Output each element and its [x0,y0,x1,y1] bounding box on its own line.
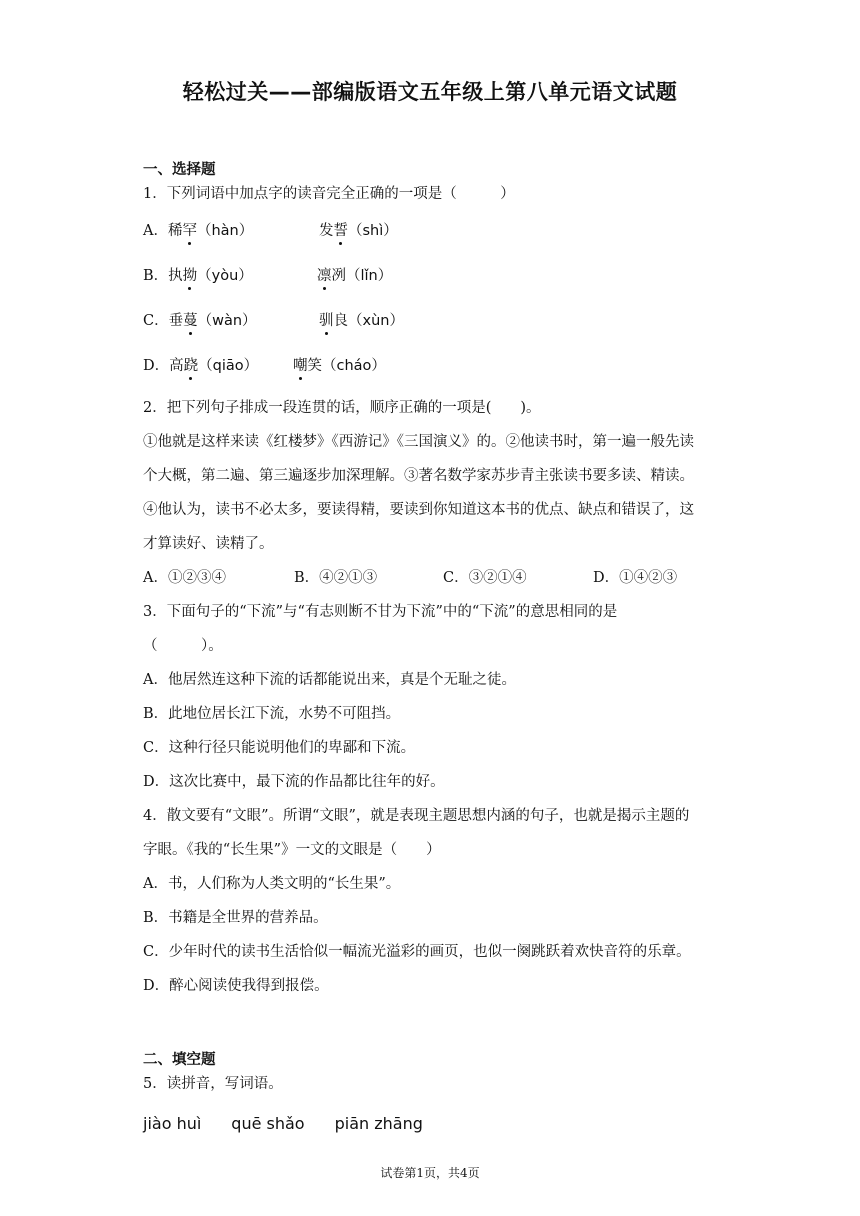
question-2-passage-line: 个大概，第二遍、第三遍逐步加深理解。③著名数学家苏步青主张读书要多读、精读。 [143,468,694,484]
q2-option-d: D．①④②③ [593,570,678,586]
page-title: 轻松过关——部编版语文五年级上第八单元语文试题 [182,80,678,104]
q4-option-d: D．醉心阅读使我得到报偿。 [143,978,329,994]
question-4-stem-cont: 字眼。《我的“长生果”》一文的文眼是（ ） [143,842,441,858]
q3-option-b: B．此地位居长江下流，水势不可阻挡。 [143,706,401,722]
q3-option-a: A．他居然连这种下流的话都能说出来，真是个无耻之徒。 [143,672,516,688]
question-4-stem: 4．散文要有“文眼”。所谓“文眼”，就是表现主题思想内涵的句子，也就是揭示主题的 [143,808,690,824]
q4-option-c: C．少年时代的读书生活恰似一幅流光溢彩的画页，也似一阕跳跃着欢快音符的乐章。 [143,944,691,960]
q1-option-a-word2: 发誓（shì） [319,223,398,239]
q1-option-b: B．执拗（yòu） [143,268,253,284]
question-3-stem-cont: （ ）。 [143,638,223,654]
q3-option-c: C．这种行径只能说明他们的卑鄙和下流。 [143,740,416,756]
q4-option-a: A．书，人们称为人类文明的“长生果”。 [143,876,401,892]
q4-option-b: B．书籍是全世界的营养品。 [143,910,328,926]
question-2-passage-line: ①他就是这样来读《红楼梦》《西游记》《三国演义》的。②他读书时，第一遍一般先读 [143,434,694,450]
q1-option-c-word2: 驯良（xùn） [319,313,404,329]
pinyin-item: quē shǎo [231,1114,305,1133]
q1-option-d-word2: 嘲笑（cháo） [293,358,386,374]
section-heading-fill: 二、填空题 [143,1052,216,1068]
pinyin-item: jiào huì [143,1114,202,1133]
q3-option-d: D．这次比赛中，最下流的作品都比往年的好。 [143,774,445,790]
q1-option-c: C．垂蔓（wàn） [143,313,257,329]
question-5-stem: 5．读拼音，写词语。 [143,1076,283,1092]
question-2-passage-line: ④他认为，读书不必太多，要读得精，要读到你知道这本书的优点、缺点和错误了，这 [143,502,694,518]
pinyin-item: piān zhāng [334,1114,423,1133]
section-heading-choice: 一、选择题 [143,162,216,178]
question-3-stem: 3．下面句子的“下流”与“有志则断不甘为下流”中的“下流”的意思相同的是 [143,604,618,620]
q2-option-b: B．④②①③ [294,570,378,586]
question-2-passage-line: 才算读好、读精了。 [143,536,274,552]
question-2-stem: 2．把下列句子排成一段连贯的话，顺序正确的一项是( )。 [143,400,541,416]
q1-option-d: D．高跷（qiāo） [143,358,259,374]
q1-option-b-word2: 凛冽（lǐn） [317,268,393,284]
page-footer: 试卷第1页，共4页 [380,1166,480,1180]
pinyin-row [143,1114,453,1133]
q2-option-c: C．③②①④ [443,570,527,586]
q2-option-a: A．①②③④ [143,570,226,586]
q1-option-a: A．稀罕（hàn） [143,223,254,239]
question-1-stem: 1．下列词语中加点字的读音完全正确的一项是（ ） [143,186,515,202]
